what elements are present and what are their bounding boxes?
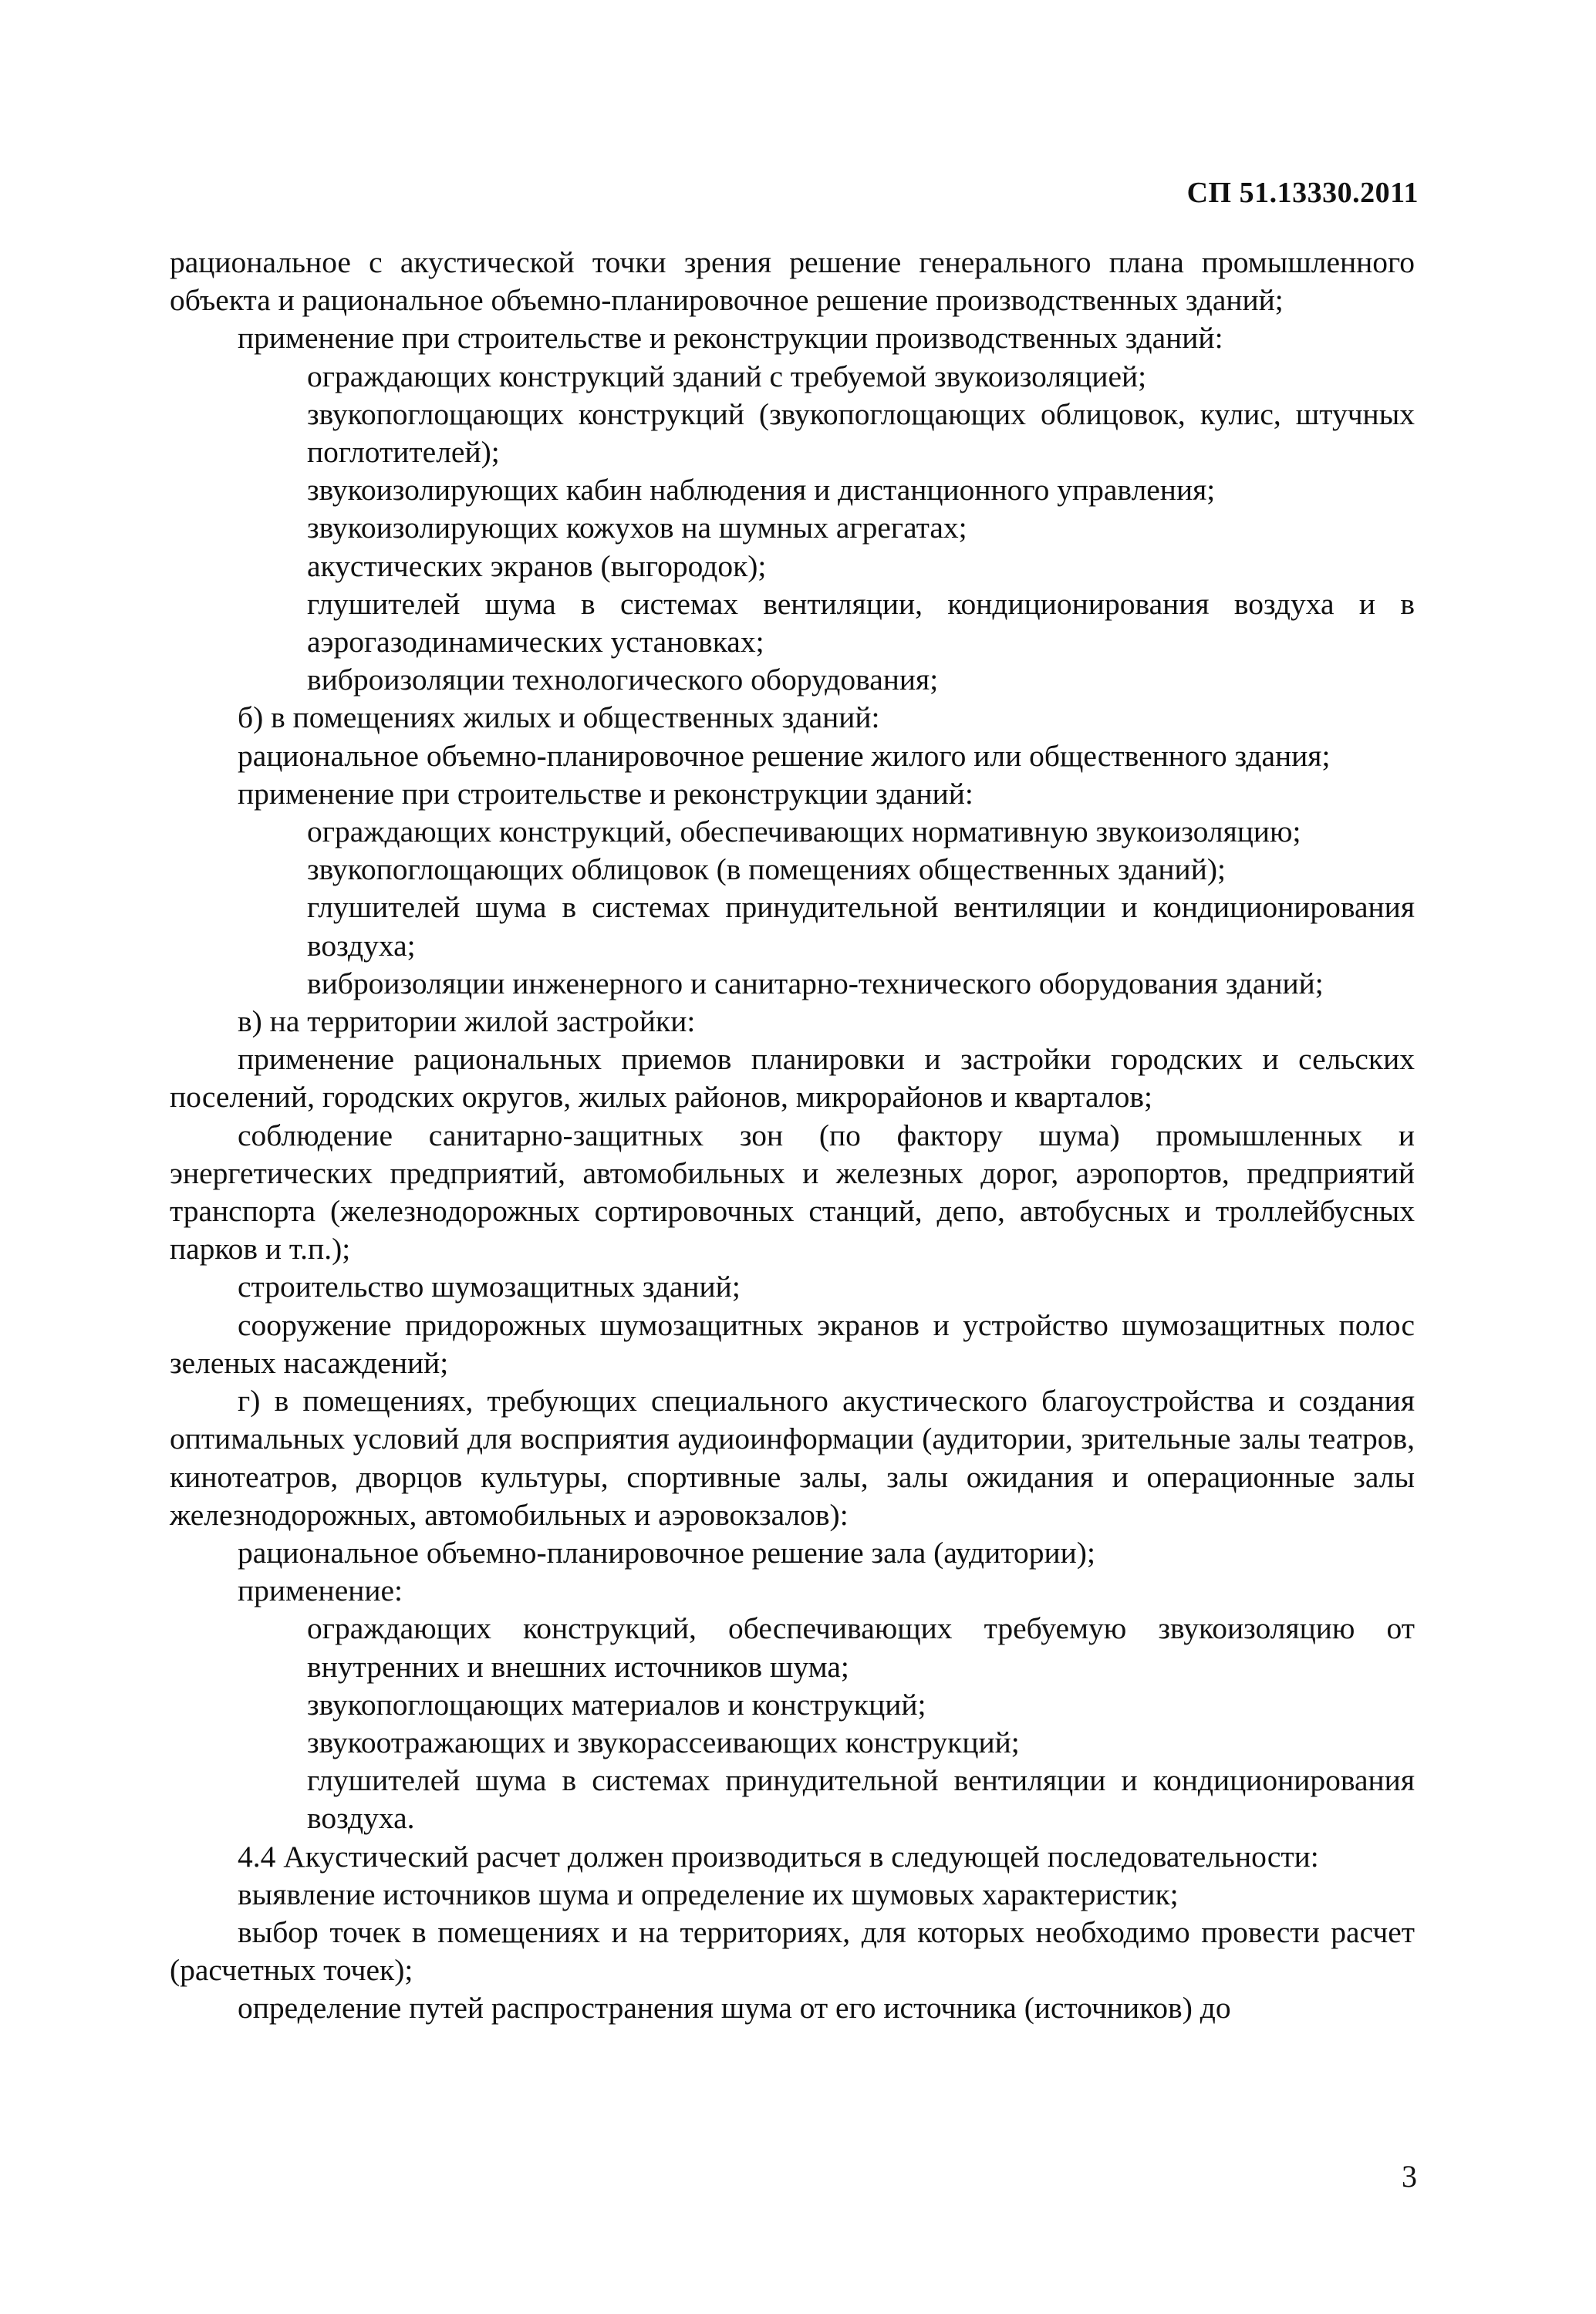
paragraph: рациональное объемно-планировочное решение зала (аудитории); [238, 1535, 1095, 1570]
list-item: ограждающих конструкций, обеспечивающих требуемую звукоизоляцию от внутренних и внешних источников шума; [307, 1611, 1415, 1684]
clause-4-4: 4.4 Акустический расчет должен производиться в следующей последовательности: [238, 1839, 1319, 1874]
paragraph: выбор точек в помещениях и на территориях, для которых необходимо провести расчет (расчетных точек); [170, 1914, 1415, 1988]
list-item: глушителей шума в системах вентиляции, кондиционирования воздуха и в аэрогазодинамических установках; [307, 586, 1415, 659]
section-heading-g: г) в помещениях, требующих специального акустического благоустройства и создания оптимальных условий для восприятия аудиоинформации (аудитории, зрительные залы театров, кинотеатров, дворцов культуры, спортивные залы, залы ожидания и операционные залы железнодорожных, автомобильных и аэровокзалов): [170, 1384, 1415, 1532]
paragraph: применение при строительстве и реконструкции зданий: [238, 776, 973, 811]
list-item: звукоизолирующих кожухов на шумных агрегатах; [307, 511, 967, 545]
paragraph: применение: [238, 1574, 403, 1608]
list-item: звукопоглощающих материалов и конструкций; [307, 1687, 926, 1722]
list-item: звукопоглощающих конструкций (звукопоглощающих облицовок, кулис, штучных поглотителей); [307, 396, 1415, 470]
list-item: ограждающих конструкций зданий с требуемой звукоизоляцией; [307, 359, 1147, 393]
document-code: СП 51.13330.2011 [1186, 177, 1419, 209]
section-heading-v: в) на территории жилой застройки: [238, 1004, 696, 1039]
list-item: ограждающих конструкций, обеспечивающих нормативную звукоизоляцию; [307, 815, 1301, 849]
paragraph: сооружение придорожных шумозащитных экранов и устройство шумозащитных полос зеленых насаждений; [170, 1307, 1415, 1380]
list-item: глушителей шума в системах принудительной вентиляции и кондиционирования воздуха; [307, 890, 1415, 963]
paragraph: рациональное с акустической точки зрения решение генерального плана промышленного объекта и рациональное объемно-планировочное решение производственных зданий; [170, 245, 1415, 318]
section-heading-b: б) в помещениях жилых и общественных зданий: [238, 700, 880, 735]
paragraph: строительство шумозащитных зданий; [238, 1270, 741, 1304]
list-item: виброизоляции технологического оборудования; [307, 663, 939, 697]
list-item: звукоизолирующих кабин наблюдения и дистанционного управления; [307, 473, 1216, 508]
document-body [170, 244, 1415, 2028]
page-number: 3 [1402, 2159, 1417, 2194]
list-item: глушителей шума в системах принудительной вентиляции и кондиционирования воздуха. [307, 1763, 1415, 1836]
list-item: виброизоляции инженерного и санитарно-технического оборудования зданий; [307, 966, 1324, 1000]
paragraph: выявление источников шума и определение их шумовых характеристик; [238, 1877, 1179, 1911]
list-item: звукоотражающих и звукорассеивающих конструкций; [307, 1725, 1020, 1759]
paragraph: применение при строительстве и реконструкции производственных зданий: [238, 321, 1223, 356]
list-item: акустических экранов (выгородок); [307, 548, 767, 583]
paragraph: рациональное объемно-планировочное решение жилого или общественного здания; [238, 738, 1331, 773]
paragraph: применение рациональных приемов планировки и застройки городских и сельских поселений, городских округов, жилых районов, микрорайонов и кварталов; [170, 1042, 1415, 1115]
paragraph: соблюдение санитарно-защитных зон (по фактору шума) промышленных и энергетических предприятий, автомобильных и железных дорог, аэропортов, предприятий транспорта (железнодорожных сортировочных станций, депо, автобусных и троллейбусных парков и т.п.); [170, 1118, 1415, 1267]
paragraph: определение путей распространения шума от его источника (источников) до [238, 1991, 1231, 2026]
list-item: звукопоглощающих облицовок (в помещениях общественных зданий); [307, 852, 1226, 887]
